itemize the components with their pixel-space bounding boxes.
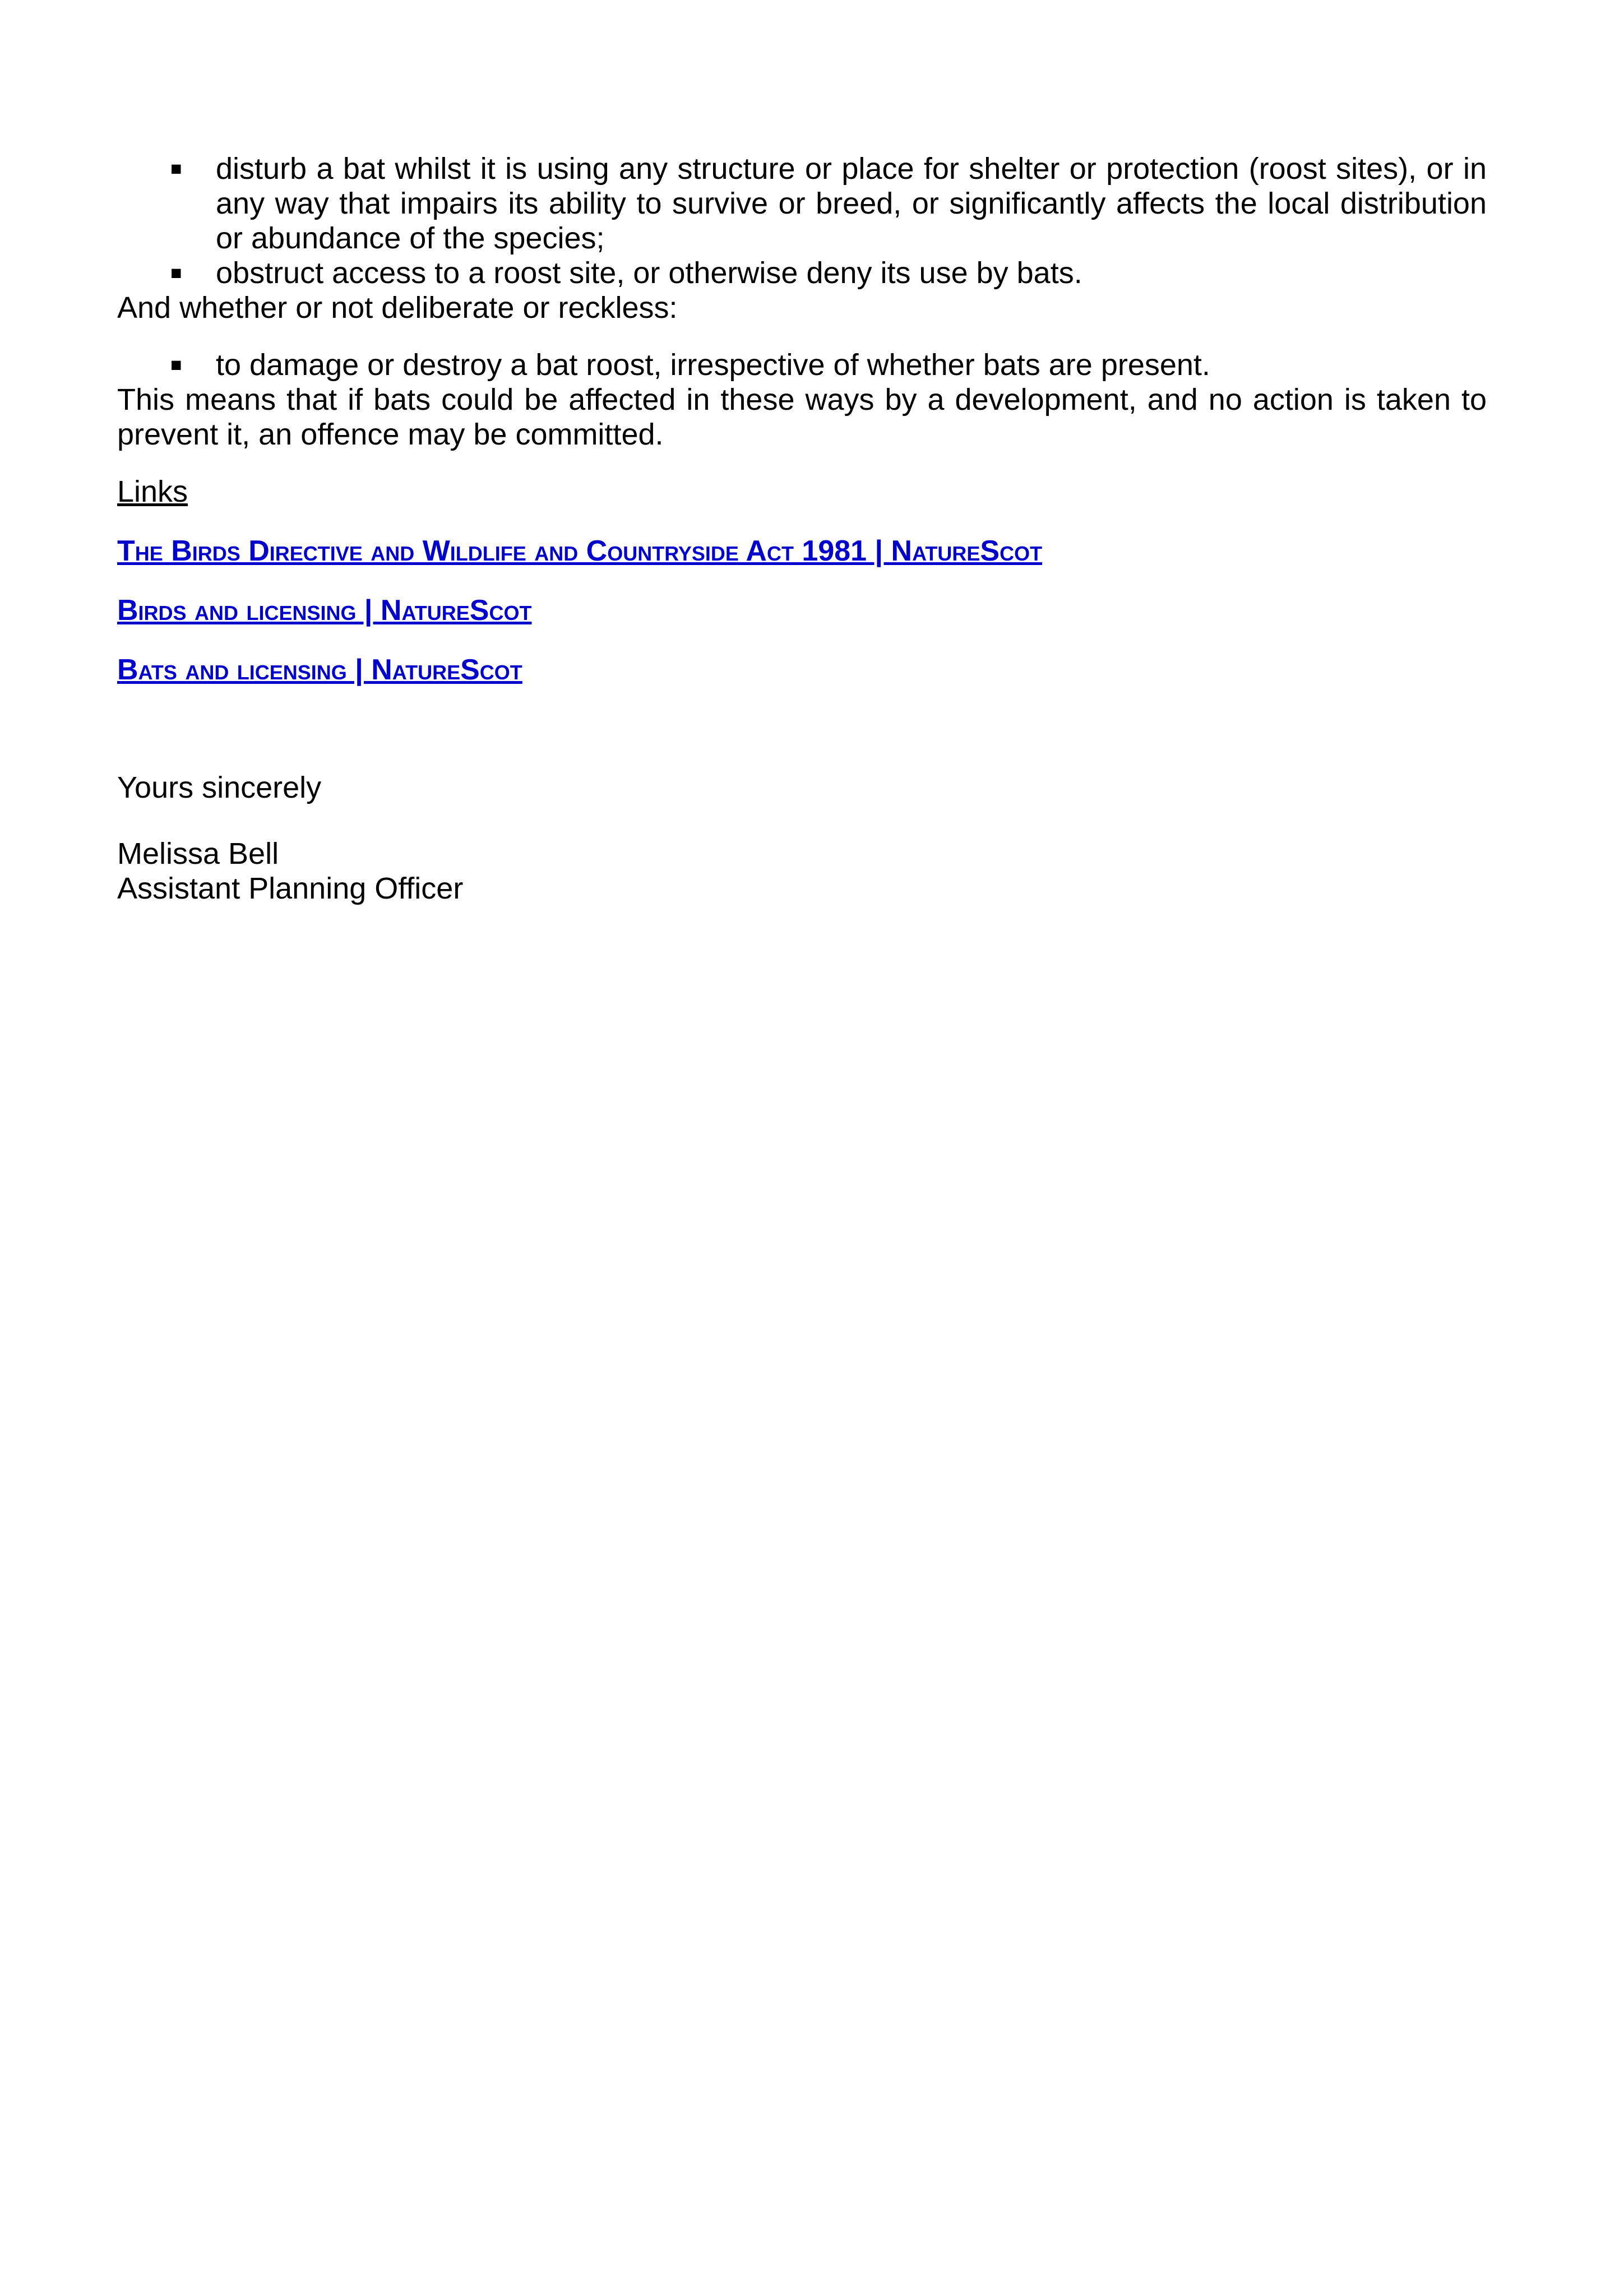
signatory-name: Melissa Bell — [117, 837, 279, 871]
list-item-text: to damage or destroy a bat roost, irrespective of whether bats are present. — [216, 348, 1210, 382]
square-bullet-icon: ■ — [170, 262, 182, 284]
square-bullet-icon: ■ — [170, 354, 182, 376]
list-item — [117, 348, 1487, 382]
list-item-text: obstruct access to a roost site, or otherwise deny its use by bats. — [216, 256, 1082, 290]
birds-directive-link[interactable]: The Birds Directive and Wildlife and Countryside Act 1981 | NatureScot — [117, 535, 1043, 567]
list-item — [117, 151, 1487, 256]
roost-bullet-list — [117, 348, 1487, 382]
birds-licensing-link[interactable]: Birds and licensing | NatureScot — [117, 594, 532, 627]
closing-salutation: Yours sincerely — [117, 771, 322, 804]
list-item — [117, 256, 1487, 290]
list-item-text: disturb a bat whilst it is using any structure or place for shelter or protection (roost sites), or in any way that impairs its ability to survive or breed, or significantly affects the local distribution or abundance of the species; — [216, 152, 1487, 255]
reckless-intro: And whether or not deliberate or reckless: — [117, 291, 678, 325]
signatory-title: Assistant Planning Officer — [117, 872, 464, 905]
letter-page — [117, 151, 1487, 906]
links-heading: Links — [117, 475, 188, 508]
protection-bullet-list — [117, 151, 1487, 290]
bats-licensing-link[interactable]: Bats and licensing | NatureScot — [117, 654, 522, 686]
offence-paragraph: This means that if bats could be affected in these ways by a development, and no action is taken to prevent it, an offence may be committed. — [117, 383, 1487, 451]
square-bullet-icon: ■ — [170, 158, 182, 179]
